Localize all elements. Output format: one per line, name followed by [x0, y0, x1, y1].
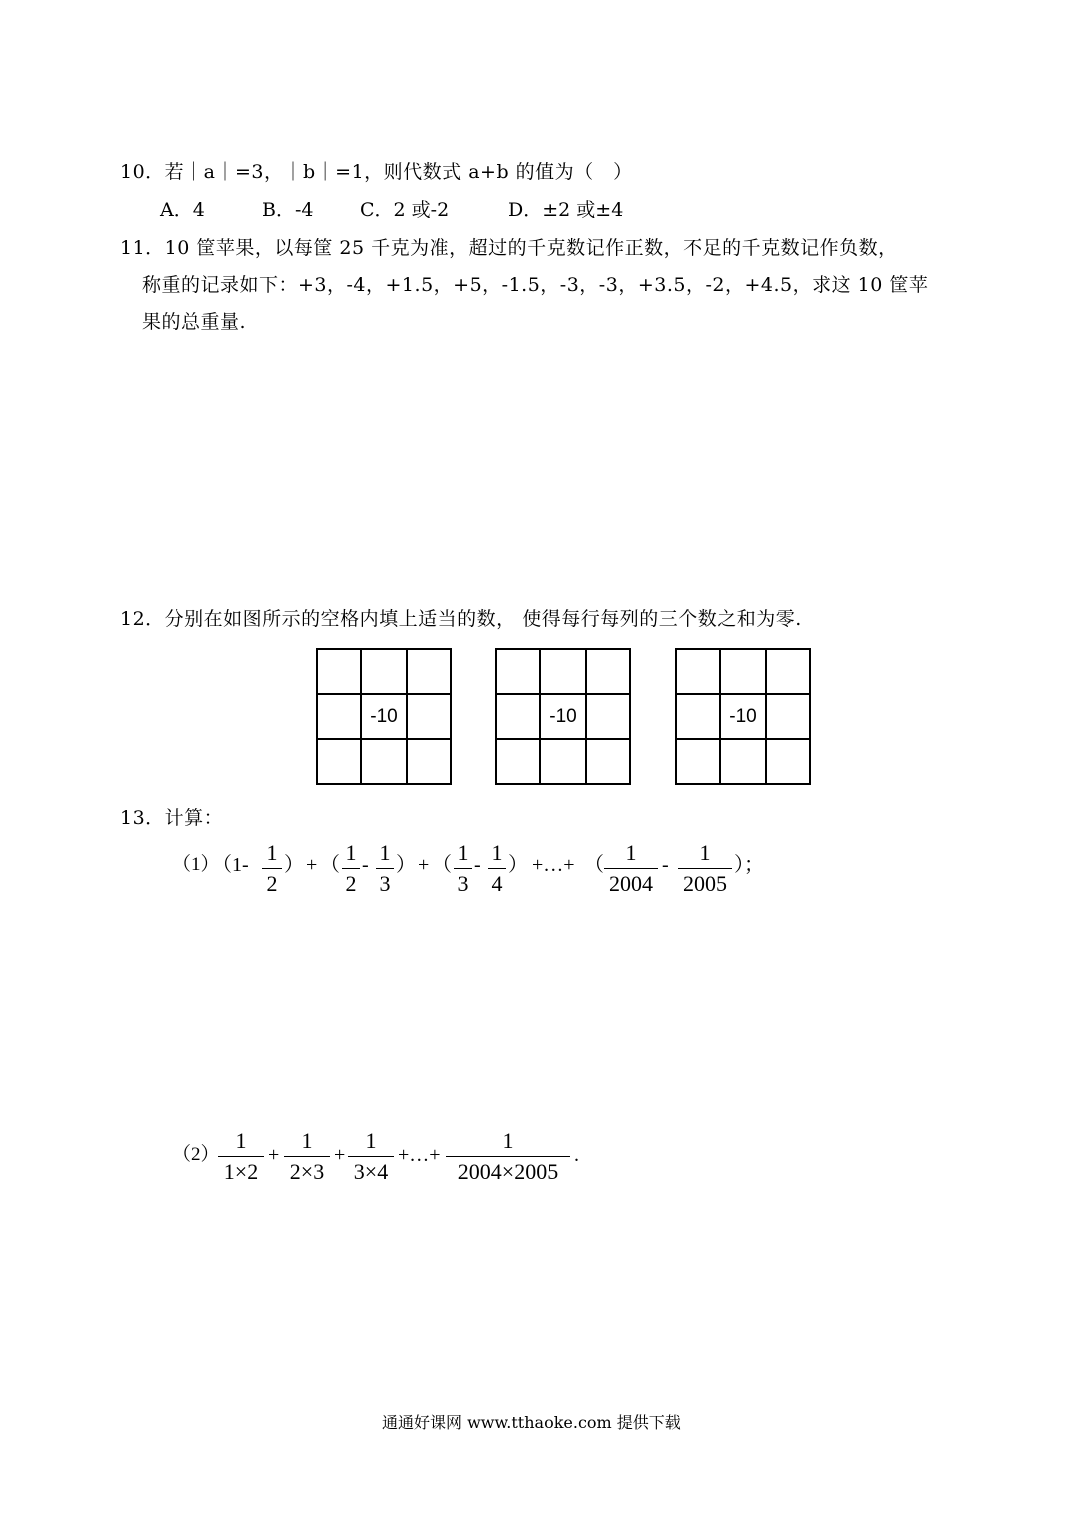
grid-cell[interactable] — [586, 694, 630, 739]
question-11-line-3: 果的总重量. — [142, 311, 247, 333]
denominator: 2×3 — [289, 1159, 325, 1184]
question-10-stem: 10．若｜a｜=3，｜b｜=1，则代数式 a+b 的值为（ ） — [120, 161, 633, 183]
fraction-bar — [262, 868, 282, 869]
plus-sign: + — [334, 1144, 346, 1166]
grid-2 — [495, 648, 631, 785]
grid-cell[interactable] — [317, 739, 361, 784]
fraction-1-over-2004x2005 — [446, 1128, 570, 1185]
denominator: 4 — [491, 871, 503, 896]
fraction-bar — [376, 868, 394, 869]
ellipsis-sum: +…+ — [398, 1144, 441, 1166]
numerator: 1 — [365, 1128, 377, 1153]
q10-option-c: C．2 或-2 — [360, 199, 450, 221]
minus-sign: - — [474, 854, 481, 876]
grid-cell[interactable] — [317, 694, 361, 739]
grid-center-cell: -10 — [540, 694, 586, 739]
denominator: 2004×2005 — [457, 1159, 559, 1184]
part-1-label: （1） — [172, 854, 220, 875]
footer-text: 通通好课网 www.tthaoke.com 提供下载 — [382, 1413, 681, 1432]
grid-cell[interactable] — [496, 739, 540, 784]
grid-3 — [675, 648, 811, 785]
grid-cell[interactable] — [361, 649, 407, 694]
minus-sign: - — [362, 854, 369, 876]
grid-cell[interactable] — [720, 739, 766, 784]
question-11-line-1: 11．10 筐苹果，以每筐 25 千克为准，超过的千克数记作正数，不足的千克数记作负数， — [120, 237, 898, 259]
numerator: 1 — [379, 840, 391, 865]
numerator: 1 — [235, 1128, 247, 1153]
denominator: 3 — [457, 871, 469, 896]
grid-center-cell: -10 — [361, 694, 407, 739]
close-paren-semicolon: ）； — [734, 854, 764, 876]
plus-sign: + — [418, 854, 430, 876]
open-paren: （ — [584, 854, 604, 876]
grid-cell[interactable] — [586, 649, 630, 694]
fraction-bar — [604, 868, 658, 869]
grid-cell[interactable] — [496, 694, 540, 739]
grid-cell[interactable] — [586, 739, 630, 784]
fraction-1-over-1x2 — [218, 1128, 264, 1185]
grid-cell[interactable] — [407, 739, 451, 784]
grid-cell[interactable] — [317, 649, 361, 694]
numerator: 1 — [502, 1128, 514, 1153]
fraction-bar — [446, 1156, 570, 1157]
numerator: 1 — [699, 840, 711, 865]
denominator: 3×4 — [353, 1159, 389, 1184]
q10-option-b: B．-4 — [262, 199, 314, 221]
grid-cell[interactable] — [676, 739, 720, 784]
grid-cell[interactable] — [720, 649, 766, 694]
plus-sign: + — [268, 1144, 280, 1166]
numerator: 1 — [345, 840, 357, 865]
open-paren: （ — [320, 854, 340, 876]
q10-option-d: D．±2 或±4 — [508, 199, 624, 221]
fraction-bar — [348, 1156, 394, 1157]
fraction-1-over-2005 — [678, 840, 732, 897]
close-paren: ） — [508, 854, 528, 876]
grid-cell[interactable] — [496, 649, 540, 694]
fraction-1-over-2004 — [604, 840, 658, 897]
grid-cell[interactable] — [407, 649, 451, 694]
fraction-bar — [454, 868, 472, 869]
fraction-1-over-4 — [488, 840, 506, 897]
grid-cell[interactable] — [766, 649, 810, 694]
grid-cell[interactable] — [766, 739, 810, 784]
grid-cell[interactable] — [766, 694, 810, 739]
fraction-bar — [218, 1156, 264, 1157]
fraction-1-over-3 — [376, 840, 394, 897]
grid-cell[interactable] — [676, 694, 720, 739]
grid-cell[interactable] — [676, 649, 720, 694]
grid-center-cell: -10 — [720, 694, 766, 739]
numerator: 1 — [301, 1128, 313, 1153]
grid-cell[interactable] — [540, 649, 586, 694]
fraction-bar — [488, 868, 506, 869]
numerator: 1 — [266, 840, 278, 865]
close-paren: ） — [284, 854, 304, 876]
fraction-one-half — [262, 840, 282, 897]
grid-cell[interactable] — [540, 739, 586, 784]
ellipsis-sum: +…+ — [532, 854, 575, 876]
plus-sign: + — [306, 854, 318, 876]
fraction-1-over-3 — [454, 840, 472, 897]
minus-sign: - — [662, 854, 669, 876]
part-2-label: （2） — [172, 1144, 220, 1165]
denominator: 2004 — [609, 871, 653, 896]
denominator: 2 — [266, 871, 278, 896]
question-11-line-2: 称重的记录如下：+3，-4，+1.5，+5，-1.5，-3，-3，+3.5，-2，+4.5，求这 10 筐苹 — [142, 274, 929, 296]
fraction-bar — [678, 868, 732, 869]
open-paren: （ — [432, 854, 452, 876]
denominator: 3 — [379, 871, 391, 896]
part-1-open-one-minus: （1- — [212, 854, 249, 876]
fraction-bar — [284, 1156, 330, 1157]
numerator: 1 — [625, 840, 637, 865]
question-12-stem: 12．分别在如图所示的空格内填上适当的数， 使得每行每列的三个数之和为零. — [120, 608, 802, 630]
close-paren: ） — [396, 854, 416, 876]
q10-option-a: A．4 — [160, 199, 205, 221]
denominator: 1×2 — [223, 1159, 259, 1184]
grid-cell[interactable] — [361, 739, 407, 784]
period: . — [574, 1144, 579, 1166]
denominator: 2005 — [683, 871, 727, 896]
denominator: 2 — [345, 871, 357, 896]
fraction-bar — [342, 868, 360, 869]
grid-cell[interactable] — [407, 694, 451, 739]
numerator: 1 — [491, 840, 503, 865]
fraction-1-over-3x4 — [348, 1128, 394, 1185]
numerator: 1 — [457, 840, 469, 865]
question-13-stem: 13．计算： — [120, 807, 224, 829]
fraction-1-over-2x3 — [284, 1128, 330, 1185]
grid-1 — [316, 648, 452, 785]
fraction-1-over-2 — [342, 840, 360, 897]
